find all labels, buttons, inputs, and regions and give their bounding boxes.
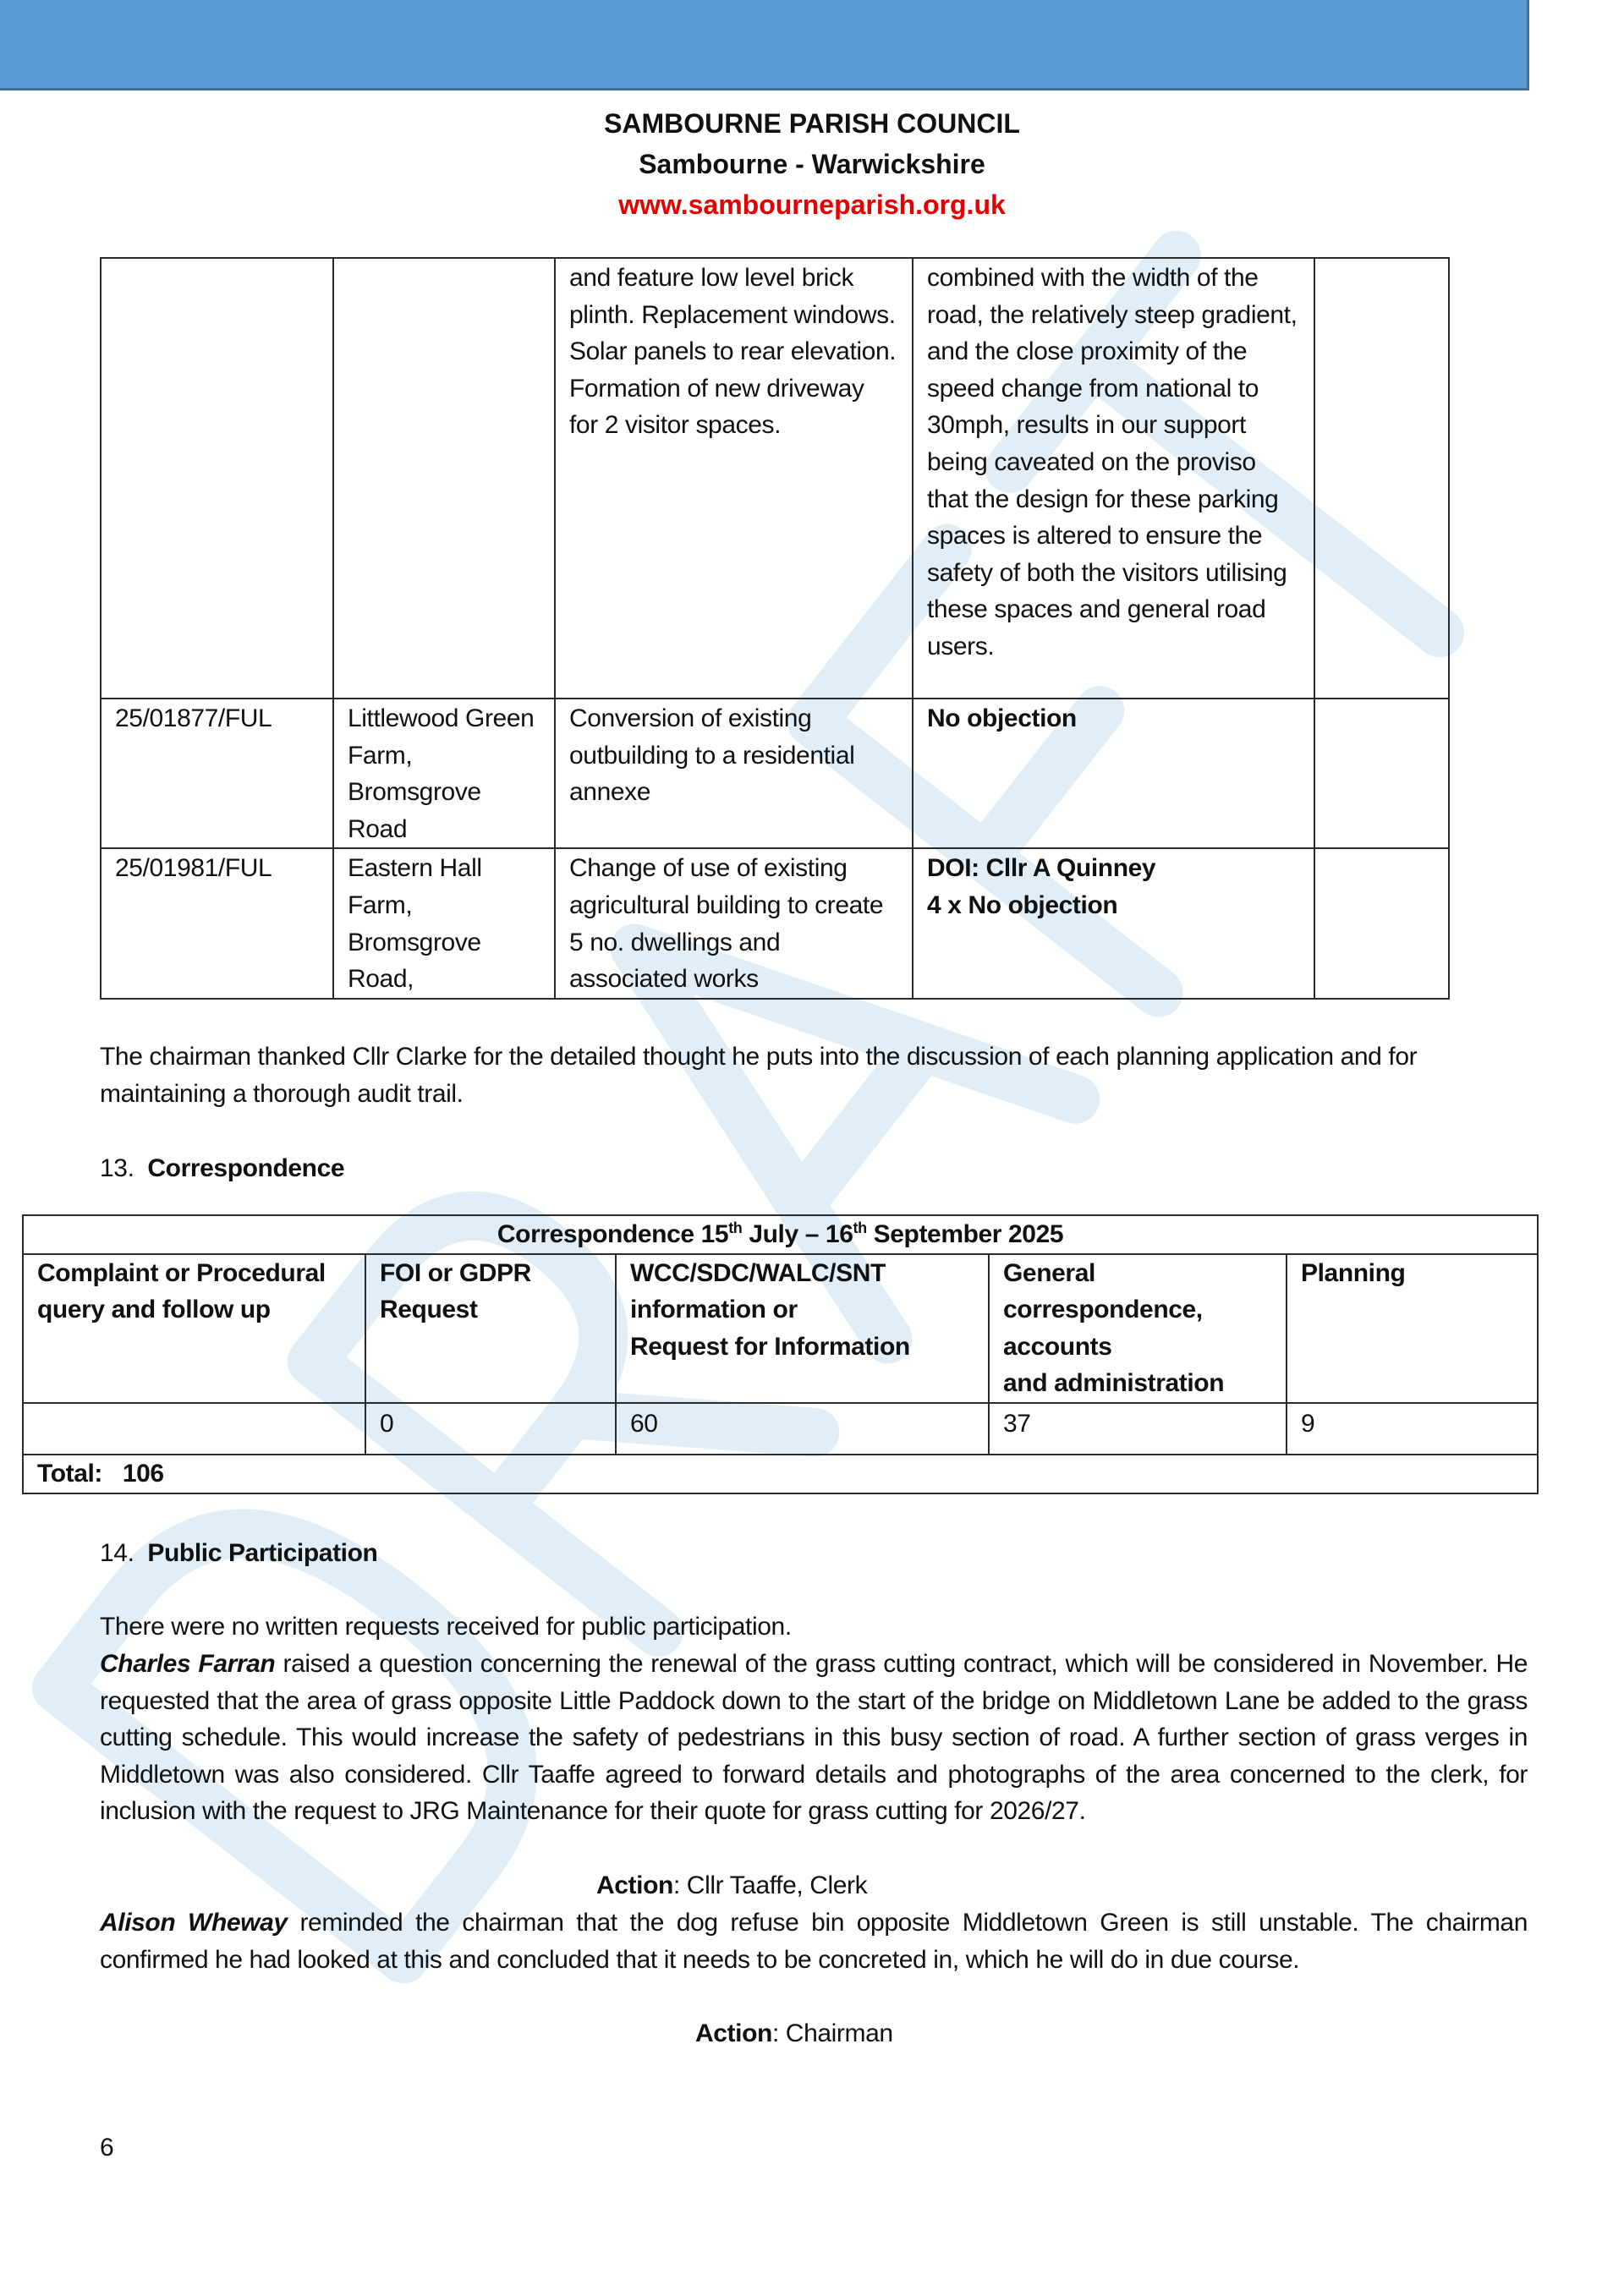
application-ref: 25/01877/FUL <box>101 699 333 848</box>
application-address <box>333 258 555 699</box>
council-comments <box>913 848 1314 998</box>
decision: 4 x No objection <box>927 890 1118 919</box>
letterhead <box>0 103 1624 225</box>
planning-applications-table <box>100 257 1450 1000</box>
application-ref <box>101 258 333 699</box>
section-14-heading <box>100 1535 377 1572</box>
council-location: Sambourne - Warwickshire <box>639 149 985 179</box>
total-cell: Total: 106 <box>23 1455 1538 1493</box>
table-row <box>101 848 1449 998</box>
column-header: WCC/SDC/WALC/SNT information or Request for Information <box>616 1254 989 1403</box>
count-cell: 60 <box>616 1403 989 1455</box>
extra-column <box>1314 848 1449 998</box>
action-line: Action: Chairman <box>695 2019 893 2047</box>
alison-wheway-paragraph: Alison Wheway reminded the chairman that the dog refuse bin opposite Middletown Green is still unstable. The chairman confirmed he had looked at this and concluded that it needs to be concreted in, which he will do in due course. <box>100 1909 1528 1974</box>
extra-column <box>1314 258 1449 699</box>
application-proposal: and feature low level brick plinth. Replacement windows. Solar panels to rear elevation. Formation of new driveway for 2 visitor spaces. <box>555 258 913 699</box>
table-row <box>23 1403 1538 1455</box>
speaker-name: Charles Farran <box>100 1650 276 1678</box>
table-row <box>101 258 1449 699</box>
application-address: Littlewood Green Farm, Bromsgrove Road <box>333 699 555 848</box>
count-cell: 9 <box>1287 1403 1538 1455</box>
column-header: Planning <box>1287 1254 1538 1403</box>
council-comments: No objection <box>913 699 1314 848</box>
application-address: Eastern Hall Farm, Bromsgrove Road, <box>333 848 555 998</box>
application-proposal: Conversion of existing outbuilding to a residential annexe <box>555 699 913 848</box>
column-header: Complaint or Procedural query and follow up <box>23 1254 365 1403</box>
council-name: SAMBOURNE PARISH COUNCIL <box>604 108 1020 139</box>
table-header-row <box>23 1254 1538 1403</box>
chairman-thanks-paragraph: The chairman thanked Cllr Clarke for the detailed thought he puts into the discussion of each planning application and for maintaining a thorough audit trail. <box>100 1043 1418 1108</box>
speaker-name: Alison Wheway <box>100 1909 288 1937</box>
declaration-of-interest: DOI: Cllr A Quinney <box>927 854 1156 883</box>
application-proposal: Change of use of existing agricultural building to create 5 no. dwellings and associated works <box>555 848 913 998</box>
column-header: General correspondence, accounts and administration <box>989 1254 1287 1403</box>
extra-column <box>1314 699 1449 848</box>
council-website-link[interactable]: www.sambourneparish.org.uk <box>618 189 1006 220</box>
application-ref: 25/01981/FUL <box>101 848 333 998</box>
charles-farran-paragraph: Charles Farran raised a question concerning the renewal of the grass cutting contract, which will be considered in November. He requested that the area of grass opposite Little Paddock down to the start of the bridge on Middletown Lane be added to the grass cutting schedule. This would increase the safety of pedestrians in this busy section of road. A further section of grass verges in Middletown was also considered. Cllr Taaffe agreed to forward details and photographs of the area concerned to the clerk, for inclusion with the request to JRG Maintenance for their quote for grass cutting for 2026/27. <box>100 1650 1528 1826</box>
section-title: Public Participation <box>147 1539 378 1567</box>
action-line: Action: Cllr Taaffe, Clerk <box>596 1871 868 1899</box>
correspondence-period-title: Correspondence 15th July – 16th September 2025 <box>23 1215 1538 1254</box>
count-cell <box>23 1403 365 1455</box>
section-number: 13. <box>100 1154 134 1182</box>
section-13-heading <box>100 1150 344 1187</box>
council-comments: combined with the width of the road, the relatively steep gradient, and the close proximity of the speed change from national to 30mph, results in our support being caveated on the proviso that the design for these parking spaces is altered to ensure the safety of both the visitors utilising these spaces and general road users. <box>913 258 1314 699</box>
column-header: FOI or GDPR Request <box>365 1254 616 1403</box>
public-participation-intro: There were no written requests received for public participation. <box>100 1613 792 1641</box>
section-number: 14. <box>100 1539 134 1567</box>
count-cell: 0 <box>365 1403 616 1455</box>
table-title-row <box>23 1215 1538 1254</box>
count-cell: 37 <box>989 1403 1287 1455</box>
correspondence-table <box>22 1214 1539 1494</box>
table-row <box>101 699 1449 848</box>
total-row <box>23 1455 1538 1493</box>
page-number: 6 <box>100 2134 114 2162</box>
section-title: Correspondence <box>147 1154 345 1182</box>
